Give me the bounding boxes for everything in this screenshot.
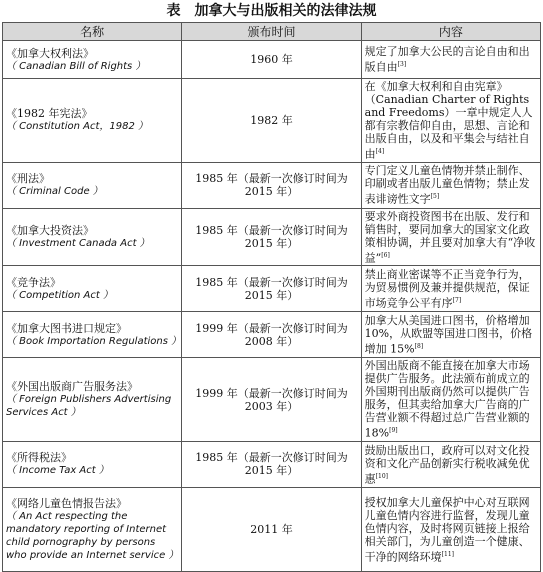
law-content: 要求外商投资图书在出版、发行和销售时，要同加拿大的国家文化政策相协调，并且要对加拿大有“净收益”: [364, 209, 536, 265]
law-name-en: （ Criminal Code ）: [6, 186, 103, 198]
law-name-zh: 《竞争法》: [6, 275, 61, 289]
law-content: 专门定义儿童色情物并禁止制作、印刷或者出版儿童色情物；禁止发表诽谤性文字: [364, 164, 530, 206]
law-name-en: （ Canadian Bill of Rights ）: [6, 60, 146, 72]
law-ref: [3]: [397, 61, 407, 69]
law-name-cell: [3, 162, 182, 208]
table-header-row: [3, 23, 541, 41]
law-content-cell: [361, 79, 540, 163]
law-time: 2011 年: [182, 487, 361, 571]
law-ref: [10]: [375, 472, 388, 480]
law-name-en: （ Constitution Act，1982 ）: [6, 121, 149, 133]
law-content: 禁止商业密谋等不正当竞争行为，为贸易惯例及兼并提供规范，保证市场竞争公平有序: [364, 267, 530, 310]
law-ref: [7]: [452, 296, 462, 304]
law-name-zh: 《外国出版商广告服务法》: [6, 380, 138, 394]
law-content-cell: [361, 41, 540, 79]
header-time: 颁布时间: [182, 23, 361, 41]
law-ref: [5]: [430, 193, 440, 201]
law-name-cell: [3, 208, 182, 266]
law-time: 1982 年: [182, 79, 361, 163]
table-row: [3, 266, 541, 312]
law-content-cell: [361, 266, 540, 312]
law-name-cell: [3, 487, 182, 571]
law-name-cell: [3, 441, 182, 487]
table-row: [3, 487, 541, 571]
law-time: 1999 年（最新一次修订时间为 2008 年）: [182, 312, 361, 358]
law-name-cell: [3, 41, 182, 79]
law-name-zh: 《所得税法》: [6, 451, 72, 465]
law-name-cell: [3, 312, 182, 358]
table-title: 表 加拿大与出版相关的法律法规: [166, 3, 377, 19]
law-name-en: （ Income Tax Act ）: [6, 465, 109, 477]
law-name-zh: 《刑法》: [6, 172, 50, 186]
law-time: 1985 年（最新一次修订时间为 2015 年）: [182, 162, 361, 208]
laws-table: [2, 22, 541, 572]
table-row: [3, 79, 541, 163]
law-content-cell: [361, 162, 540, 208]
law-name-cell: [3, 266, 182, 312]
table-row: [3, 441, 541, 487]
law-time: 1985 年（最新一次修订时间为 2015 年）: [182, 208, 361, 266]
header-name: 名称: [3, 23, 182, 41]
law-content: 外国出版商不能直接在加拿大市场提供广告服务。此法颁布前成立的外国期刊出版商仍然可以提供广告服务，但其卖给加拿大广告商的广告营业额不得超过总广告营业额的 18%: [364, 359, 530, 440]
table-row: [3, 41, 541, 79]
law-time: 1960 年: [182, 41, 361, 79]
law-content: 加拿大从美国进口图书，价格增加 10%，从欧盟等国进口图书，价格增加 15%: [364, 313, 533, 356]
law-time: 1985 年（最新一次修订时间为 2015 年）: [182, 266, 361, 312]
law-content-cell: [361, 312, 540, 358]
law-ref: [9]: [389, 427, 398, 435]
law-name-en: （ An Act respecting the mandatory reporting of Internet child pornography by persons who provide an Internet service ）: [6, 510, 179, 561]
law-name-zh: 《网络儿童色情报告法》: [6, 496, 127, 510]
law-name-cell: [3, 79, 182, 163]
law-content: 授权加拿大儿童保护中心对互联网儿童色情内容进行监督，发现儿童色情内容，及时将网页链接上报给相关部门，为儿童创造一个健康、干净的网络环境: [364, 495, 530, 564]
law-content: 在《加拿大权利和自由宪章》（Canadian Charter of Rights and Freedoms）一章中规定人人都有宗教信仰自由，思想、言论和出版自由，以及和平集会与结社自由: [364, 80, 533, 161]
law-name-zh: 《加拿大投资法》: [6, 223, 94, 237]
law-content: 规定了加拿大公民的言论自由和出版自由: [364, 45, 530, 74]
law-content-cell: [361, 358, 540, 442]
law-name-en: （ Investment Canada Act ）: [6, 237, 150, 249]
law-content: 鼓励出版出口，政府可以对文化投资和文化产品创新实行税收减免优惠: [364, 443, 530, 486]
table-row: [3, 208, 541, 266]
law-name-cell: [3, 358, 182, 442]
law-ref: [11]: [441, 550, 454, 558]
law-content-cell: [361, 487, 540, 571]
law-ref: [4]: [375, 148, 385, 155]
law-name-zh: 《加拿大权利法》: [6, 46, 94, 60]
law-name-en: （ Book Importation Regulations ）: [6, 335, 182, 347]
law-ref: [6]: [381, 251, 390, 259]
law-name-en: （ Competition Act ）: [6, 289, 113, 301]
table-row: [3, 358, 541, 442]
header-content: 内容: [361, 23, 540, 41]
law-name-zh: 《加拿大图书进口规定》: [6, 321, 127, 335]
law-name-zh: 《1982 年宪法》: [6, 107, 93, 121]
law-time: 1985 年（最新一次修订时间为 2015 年）: [182, 441, 361, 487]
law-ref: [8]: [414, 342, 424, 350]
table-row: [3, 312, 541, 358]
law-name-en: （ Foreign Publishers Advertising Services Act ）: [6, 394, 172, 419]
table-row: [3, 162, 541, 208]
law-content-cell: [361, 208, 540, 266]
law-time: 1999 年（最新一次修订时间为 2003 年）: [182, 358, 361, 442]
law-content-cell: [361, 441, 540, 487]
